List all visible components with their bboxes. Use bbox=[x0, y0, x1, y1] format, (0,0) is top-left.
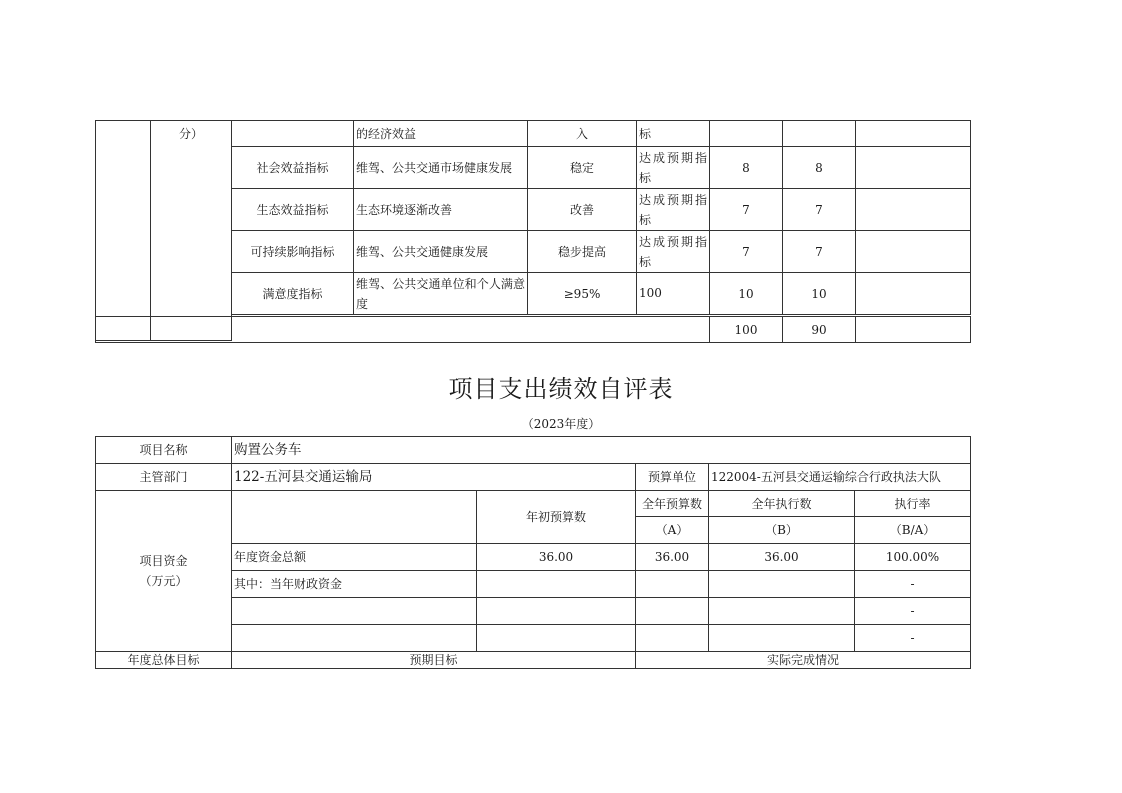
dept-label: 主管部门 bbox=[96, 464, 232, 491]
fund-initial: 36.00 bbox=[477, 544, 636, 571]
target-cell: 稳定 bbox=[528, 147, 637, 189]
note-cell bbox=[856, 189, 971, 231]
fund-initial bbox=[477, 571, 636, 598]
fund-executed: 36.00 bbox=[709, 544, 855, 571]
total-score: 90 bbox=[783, 317, 856, 343]
score-cell: 7 bbox=[783, 189, 856, 231]
target-cell: ≥95% bbox=[528, 273, 637, 315]
actual-cell: 100 bbox=[637, 273, 710, 315]
total-note bbox=[856, 317, 971, 343]
indicator-cell bbox=[232, 121, 354, 147]
score-cell: 10 bbox=[783, 273, 856, 315]
content-line2: 度 bbox=[356, 296, 369, 311]
actual-cell bbox=[637, 189, 710, 231]
note-cell bbox=[856, 147, 971, 189]
target-cell: 稳步提高 bbox=[528, 231, 637, 273]
total-row bbox=[96, 317, 971, 343]
initial-budget-header: 年初预算数 bbox=[477, 491, 636, 544]
fund-rate: - bbox=[855, 598, 971, 625]
funds-header-row bbox=[96, 491, 971, 517]
weight-cell: 7 bbox=[710, 189, 783, 231]
executed-header: 全年执行数 bbox=[709, 491, 855, 517]
fund-executed bbox=[709, 571, 855, 598]
table-row bbox=[96, 121, 971, 147]
fund-rate: - bbox=[855, 571, 971, 598]
actual-line2: 标 bbox=[639, 254, 652, 269]
header-blank bbox=[232, 491, 477, 544]
actual-cell: 标 bbox=[637, 121, 710, 147]
fund-rate: 100.00% bbox=[855, 544, 971, 571]
content-cell: 的经济效益 bbox=[354, 121, 528, 147]
unit-value: 122004-五河县交通运输综合行政执法大队 bbox=[709, 464, 971, 491]
actual-line1: 达成预期指 bbox=[639, 234, 707, 249]
page-title: 项目支出绩效自评表 bbox=[448, 375, 674, 403]
indicator-cell: 可持续影响指标 bbox=[232, 231, 354, 273]
dept-value: 122-五河县交通运输局 bbox=[232, 464, 636, 491]
total-weight: 100 bbox=[710, 317, 783, 343]
weight-cell: 8 bbox=[710, 147, 783, 189]
annual-budget-header: 全年预算数 bbox=[636, 491, 709, 517]
note-cell bbox=[856, 273, 971, 315]
annual-budget-code: （A） bbox=[636, 517, 709, 544]
score-cell: 8 bbox=[783, 147, 856, 189]
fund-annual: 36.00 bbox=[636, 544, 709, 571]
weight-cell: 10 bbox=[710, 273, 783, 315]
project-name-label: 项目名称 bbox=[96, 437, 232, 464]
fund-row-label: 其中：当年财政资金 bbox=[232, 571, 477, 598]
rate-code: （B/A） bbox=[855, 517, 971, 544]
total-label-cell bbox=[96, 317, 710, 343]
fund-annual bbox=[636, 598, 709, 625]
actual-line2: 标 bbox=[639, 170, 652, 185]
funds-label bbox=[96, 491, 232, 652]
funds-label-line2: （万元） bbox=[139, 574, 188, 588]
performance-indicator-table bbox=[95, 120, 971, 341]
actual-cell bbox=[637, 231, 710, 273]
expected-goal-header: 预期目标 bbox=[232, 652, 636, 669]
goal-label: 年度总体目标 bbox=[96, 652, 232, 669]
indicator-cell: 社会效益指标 bbox=[232, 147, 354, 189]
content-cell: 生态环境逐渐改善 bbox=[354, 189, 528, 231]
note-cell bbox=[856, 231, 971, 273]
fund-row-label bbox=[232, 598, 477, 625]
target-cell: 入 bbox=[528, 121, 637, 147]
fund-executed bbox=[709, 598, 855, 625]
indicator-cell: 生态效益指标 bbox=[232, 189, 354, 231]
indicator-cell: 满意度指标 bbox=[232, 273, 354, 315]
content-cell: 维驾、公共交通市场健康发展 bbox=[354, 147, 528, 189]
content-cell: 维驾、公共交通健康发展 bbox=[354, 231, 528, 273]
unit-label: 预算单位 bbox=[636, 464, 709, 491]
fund-initial bbox=[477, 625, 636, 652]
funds-label-line1: 项目资金 bbox=[139, 554, 188, 568]
score-cell bbox=[783, 121, 856, 147]
level2-cell: 分） bbox=[151, 121, 232, 341]
level1-cell bbox=[96, 121, 151, 341]
fund-rate: - bbox=[855, 625, 971, 652]
project-name-value: 购置公务车 bbox=[232, 437, 971, 464]
project-name-row bbox=[96, 437, 971, 464]
weight-cell bbox=[710, 121, 783, 147]
content-cell bbox=[354, 273, 528, 315]
fund-annual bbox=[636, 571, 709, 598]
weight-cell: 7 bbox=[710, 231, 783, 273]
fund-annual bbox=[636, 625, 709, 652]
target-cell: 改善 bbox=[528, 189, 637, 231]
fund-row-label: 年度资金总额 bbox=[232, 544, 477, 571]
actual-line1: 达成预期指 bbox=[639, 150, 707, 165]
note-cell bbox=[856, 121, 971, 147]
goal-header-row bbox=[96, 652, 971, 669]
actual-status-header: 实际完成情况 bbox=[636, 652, 971, 669]
content-line1: 维驾、公共交通单位和个人满意 bbox=[356, 276, 525, 291]
executed-code: （B） bbox=[709, 517, 855, 544]
fund-row-label bbox=[232, 625, 477, 652]
total-table bbox=[95, 316, 971, 343]
actual-line2: 标 bbox=[639, 212, 652, 227]
fund-executed bbox=[709, 625, 855, 652]
actual-cell bbox=[637, 147, 710, 189]
project-info-table bbox=[95, 436, 971, 669]
rate-header: 执行率 bbox=[855, 491, 971, 517]
fund-initial bbox=[477, 598, 636, 625]
dept-row bbox=[96, 464, 971, 491]
page-subtitle: （2023年度） bbox=[521, 417, 601, 431]
actual-line1: 达成预期指 bbox=[639, 192, 707, 207]
score-cell: 7 bbox=[783, 231, 856, 273]
